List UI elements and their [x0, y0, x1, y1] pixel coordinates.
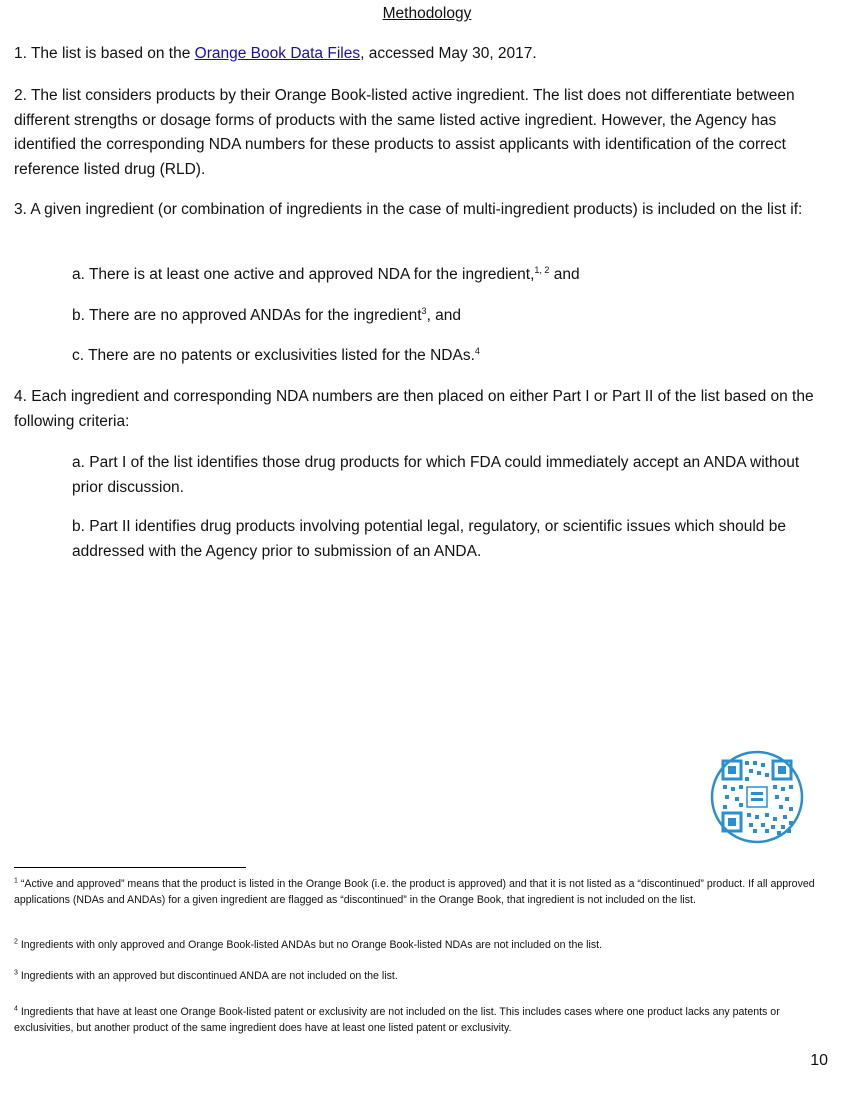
page-number: 10 — [810, 1052, 828, 1069]
footnote-1: $^1$ “Active and approved” means that the product is listed in the Orange Book (i.e. the product is approved) and that it is not listed as a “discontinued” product. If all approved applications (NDAs and ANDAs) for a given ingredient are flagged as “discontinued” in the Orange Book, that ingredient is not included on the list. — [14, 877, 815, 906]
paragraph-3a: a. There is at least one active and approved NDA for the ingredient,$^{1, 2}$ and — [72, 264, 580, 283]
paragraph-2: 2. The list considers products by their Orange Book-listed active ingredient. The list does not differentiate between different strengths or dosage forms of products with the same listed active ingredient. However, the Agency has identified the corresponding NDA numbers for these products to assist applicants with identification of the correct reference listed drug (RLD). — [14, 87, 795, 178]
footnote-4: $^4$ Ingredients that have at least one Orange Book-listed patent or exclusivity are not included on the list. This includes cases where one product lacks any patents or exclusivities, but another product of the same ingredient does have at least one listed patent or exclusivity. — [14, 1005, 780, 1034]
footnote-2: $^2$ Ingredients with only approved and Orange Book-listed ANDAs but no Orange Book-listed NDAs are not included on the list. — [14, 938, 603, 951]
footnote-separator — [14, 867, 246, 868]
footnote-ref-3[interactable]: 3 — [421, 305, 427, 316]
orange-book-data-files-link[interactable]: Orange Book Data Files — [194, 45, 361, 62]
paragraph-3b: b. There are no approved ANDAs for the ingredient$^3$, and — [72, 305, 462, 324]
page-title: Methodology — [382, 5, 472, 22]
paragraph-4b: b. Part II identifies drug products involving potential legal, regulatory, or scientific issues which should be addressed with the Agency prior to submission of an ANDA. — [72, 518, 786, 560]
paragraph-4a: a. Part I of the list identifies those drug products for which FDA could immediately accept an ANDA without prior discussion. — [72, 454, 800, 496]
footnote-ref-1-2[interactable]: 1, 2 — [534, 264, 550, 275]
qr-code-icon — [709, 749, 805, 845]
paragraph-4: 4. Each ingredient and corresponding NDA numbers are then placed on either Part I or Part II of the list based on the following criteria: — [14, 388, 814, 430]
paragraph-1: 1. The list is based on the Orange Book Data Files, accessed May 30, 2017. — [14, 45, 537, 62]
footnote-3: $^3$ Ingredients with an approved but discontinued ANDA are not included on the list. — [14, 969, 398, 982]
footnote-ref-4[interactable]: 4 — [474, 345, 480, 356]
paragraph-3: 3. A given ingredient (or combination of ingredients in the case of multi-ingredient products) is included on the list if: — [14, 201, 803, 218]
paragraph-3c: c. There are no patents or exclusivities listed for the NDAs.$^4$ — [72, 345, 480, 364]
